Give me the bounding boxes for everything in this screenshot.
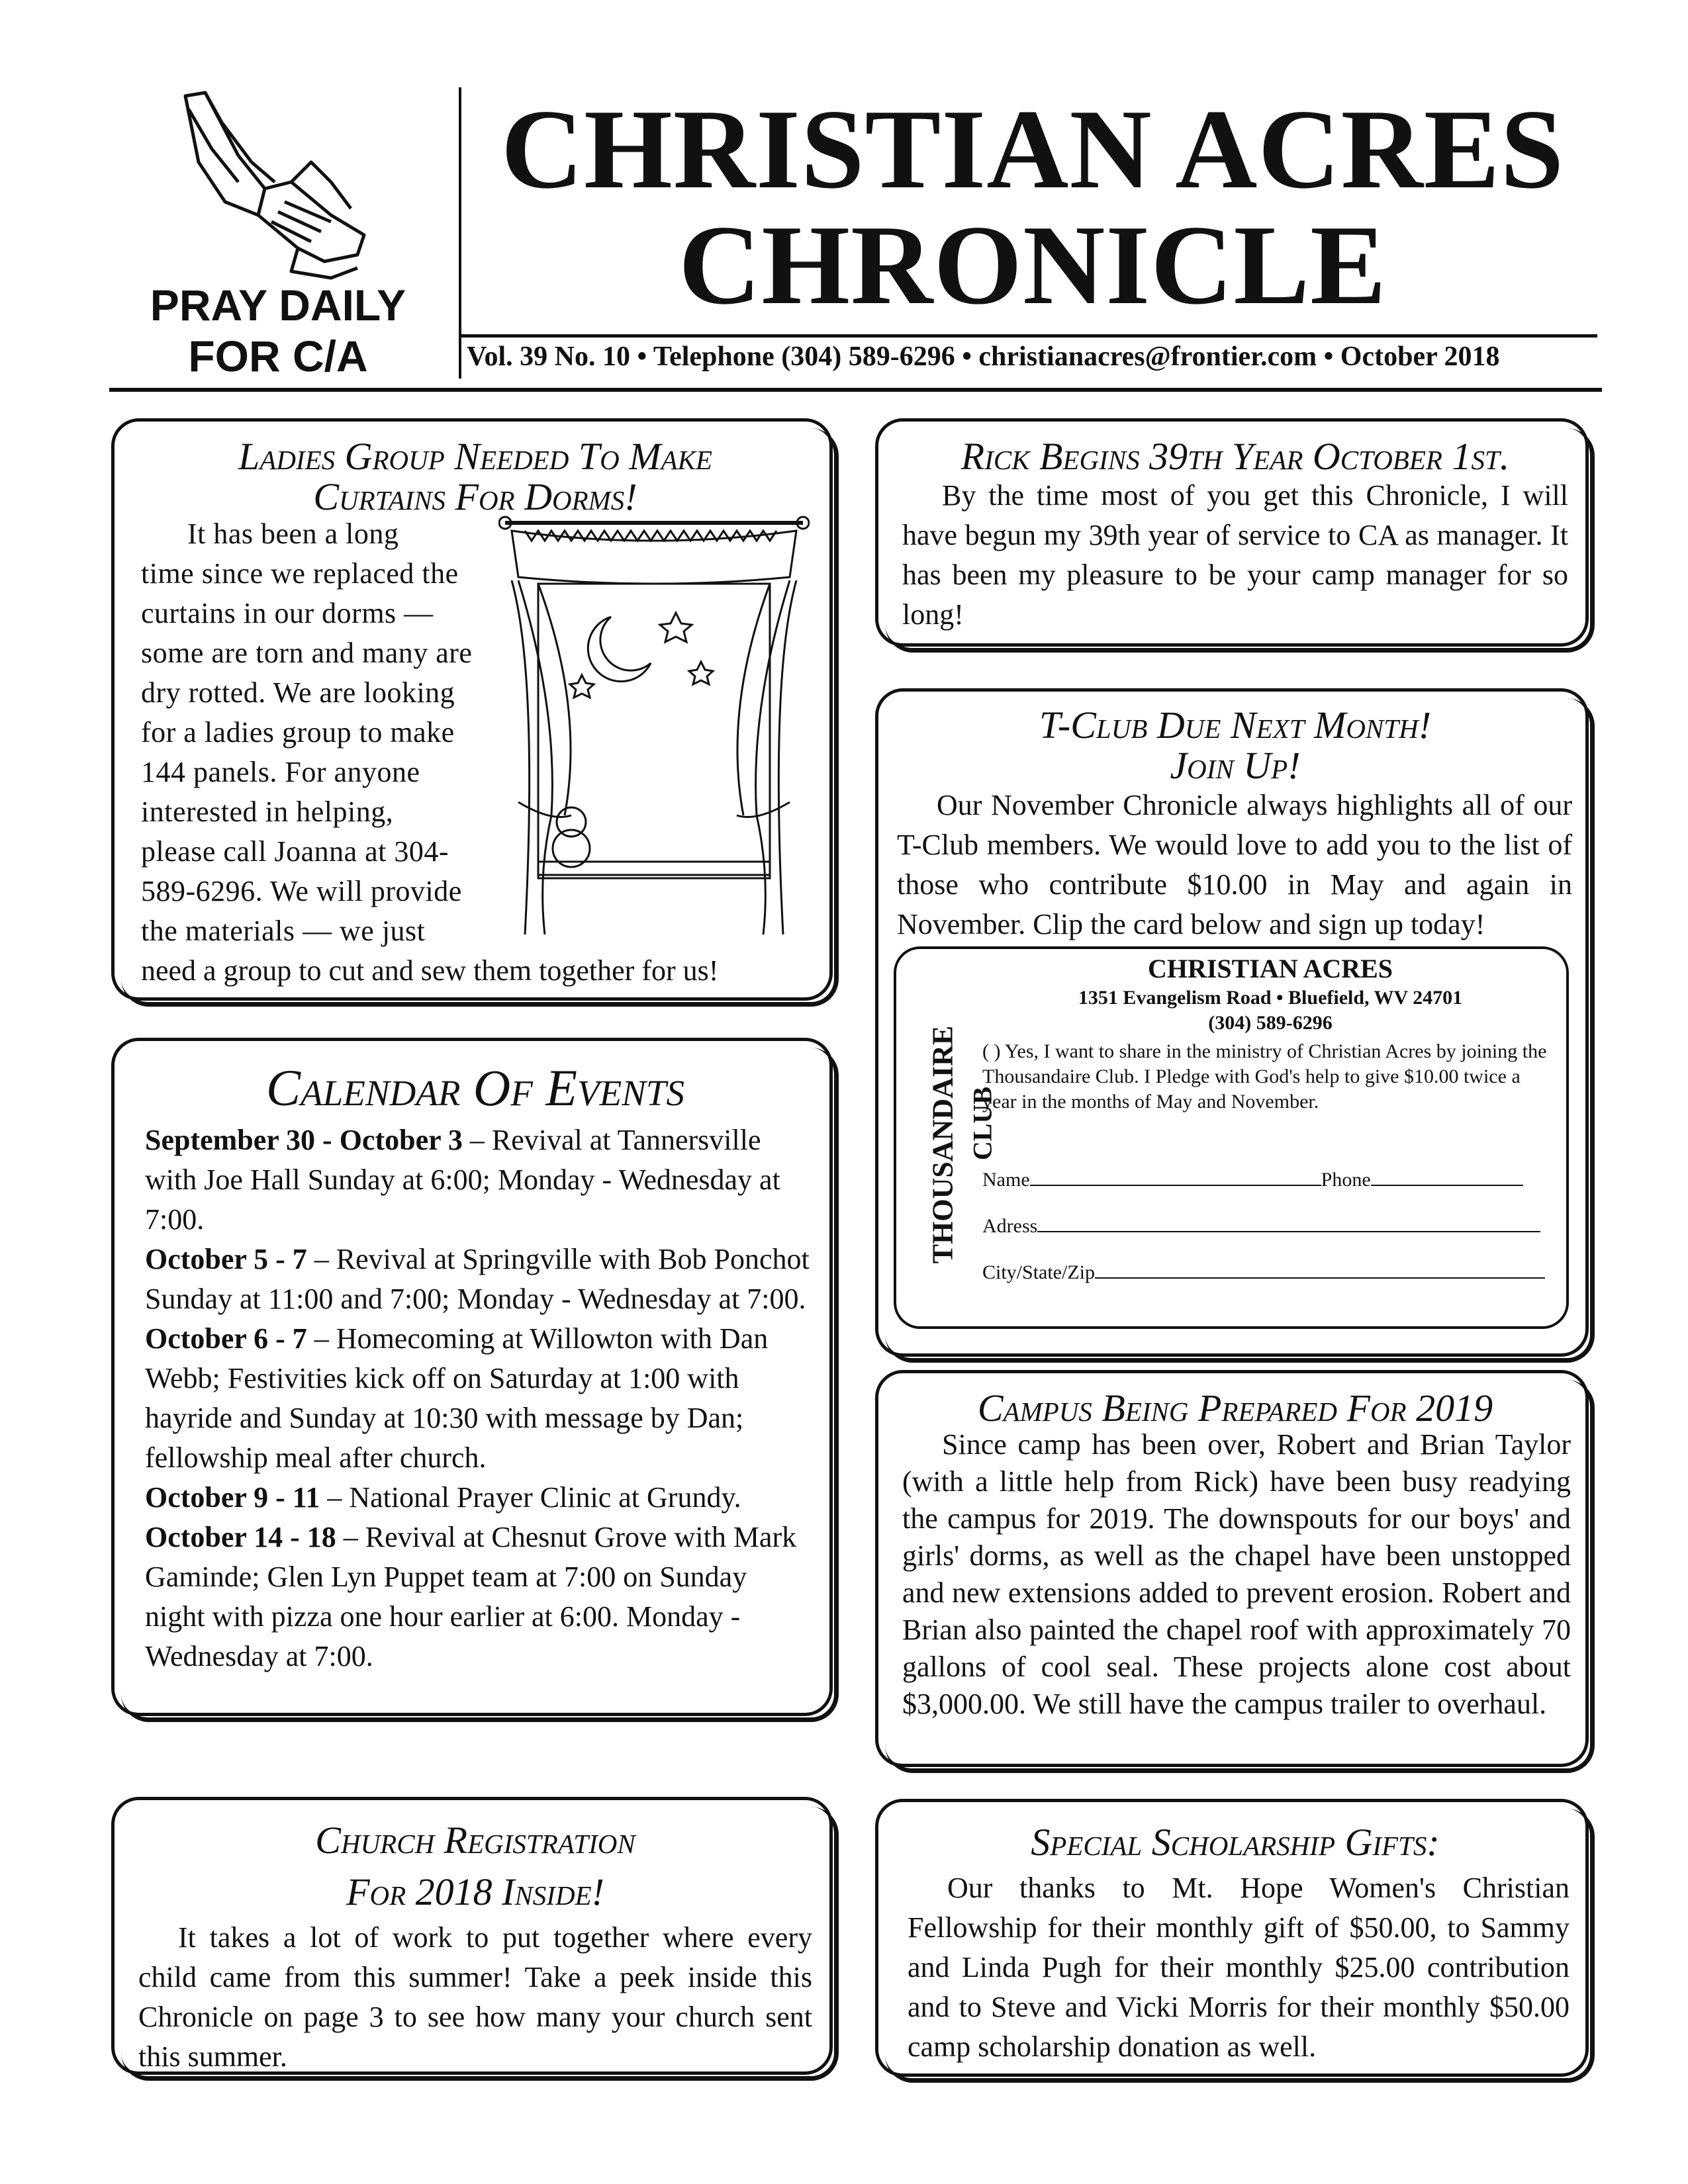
pray-daily-line2: FOR C/A: [188, 332, 368, 381]
tclub-title-line2: Join Up!: [1170, 744, 1301, 788]
event-text: – Revival at Chesnut Grove with Mark Gaminde; Glen Lyn Puppet team at 7:00 on Sunday night with pizza one hour earlier at 6:00. Monday - Wednesday at 7:00.: [145, 1521, 797, 1672]
scholarship-paragraph: Our thanks to Mt. Hope Women's Christian Fellowship for their monthly gift of $50.00, to Sammy and Linda Pugh for their monthly $25.00 contribution and to Steve and Vicki Morris for their monthly $50.00 camp scholarship donation as well.: [908, 1872, 1570, 2063]
curtains-title-line1: Ladies Group Needed To Make: [238, 435, 712, 478]
card-phone: (304) 589-6296: [1208, 1012, 1333, 1034]
curtains-text: [141, 514, 518, 951]
rick-article: [875, 418, 1589, 647]
curtains-line: interested in helping,: [141, 796, 394, 828]
card-phone-field[interactable]: [1371, 1167, 1523, 1186]
tclub-paragraph: Our November Chronicle always highlights all of our T-Club members. We would love to add you to the list of those who contribute $10.00 in May and again in November. Clip the card below and sign up today!: [897, 789, 1572, 940]
event-text: – Revival at Springville with Bob Ponchot Sunday at 11:00 and 7:00; Monday - Wednesday at 7:00.: [145, 1243, 810, 1315]
campus-text: [902, 1426, 1571, 1723]
curtains-line: 144 panels. For anyone: [141, 756, 420, 788]
pray-daily-line1: PRAY DAILY: [150, 281, 406, 330]
event-text: – Homecoming at Willowton with Dan Webb; Festivities kick off on Saturday at 1:00 with hayride and Sunday at 10:30 with message by Dan; fellowship meal after church.: [145, 1322, 769, 1474]
masthead-title-line1: CHRISTIAN ACRES: [500, 87, 1565, 212]
masthead-title-line2: CHRONICLE: [679, 203, 1387, 328]
calendar-event: [145, 1478, 814, 1518]
card-address-field[interactable]: [1037, 1214, 1540, 1232]
card-phone-label: Phone: [1321, 1169, 1371, 1191]
card-name-label: Name: [982, 1169, 1030, 1191]
card-city-label: City/State/Zip: [982, 1261, 1095, 1283]
curtains-line: dry rotted. We are looking: [141, 676, 455, 709]
card-side-line2: CLUB: [967, 1086, 998, 1161]
curtains-line: for a ladies group to make: [141, 716, 455, 749]
curtains-title-line2: Curtains For Dorms!: [313, 475, 637, 519]
window-curtains-illustration: [498, 511, 810, 948]
masthead-bottom-rule: [109, 388, 1602, 392]
curtains-line: curtains in our dorms —: [141, 597, 434, 629]
calendar-event: [145, 1518, 814, 1676]
church-registration-article: [111, 1797, 833, 2075]
issue-info-line: Vol. 39 No. 10 • Telephone (304) 589-6296 • christianacres@frontier.com • October 2018: [467, 341, 1500, 372]
campus-paragraph: Since camp has been over, Robert and Brian Taylor (with a little help from Rick) have been busy readying the campus for 2019. The downspouts for our boys' and girls' dorms, as well as the chapel have been unstopped and new extensions added to prevent erosion. Robert and Brian also painted the chapel roof with approximately 70 gallons of cool seal. These projects alone cost about $3,000.00. We still have the campus trailer to overhaul.: [902, 1428, 1571, 1720]
event-date: October 5 - 7: [145, 1243, 307, 1275]
calendar-event: [145, 1120, 814, 1240]
thousandaire-club-card: [894, 946, 1569, 1329]
curtains-line: the materials — we just: [141, 915, 426, 947]
calendar-title: Calendar Of Events: [266, 1059, 684, 1116]
scholarship-article: [875, 1799, 1589, 2077]
event-text: – National Prayer Clinic at Grundy.: [320, 1481, 741, 1514]
card-pledge: ( ) Yes, I want to share in the ministry of Christian Acres by joining the Thousandaire Club. I Pledge with God's help to give $10.00 twice a year in the months of May and November.: [982, 1040, 1547, 1113]
card-address-row: [982, 1214, 1552, 1238]
scholarship-text: [908, 1868, 1570, 2067]
event-date: October 9 - 11: [145, 1481, 320, 1514]
card-name-field[interactable]: [1030, 1167, 1321, 1186]
tclub-text: [897, 786, 1572, 944]
curtains-last-line: need a group to cut and sew them together for us!: [141, 954, 719, 987]
card-city-row: [982, 1260, 1552, 1285]
campus-article: [875, 1370, 1589, 1767]
church-paragraph: It takes a lot of work to put together where every child came from this summer! Take a peek inside this Chronicle on page 3 to see how many your church sent this summer.: [138, 1921, 812, 2073]
calendar-article: [111, 1038, 833, 1716]
calendar-event: [145, 1319, 814, 1478]
curtains-line: some are torn and many are: [141, 637, 473, 669]
card-address: 1351 Evangelism Road • Bluefield, WV 24701: [1078, 987, 1463, 1009]
masthead-rule: [461, 334, 1597, 338]
card-side-label: [903, 969, 998, 1313]
church-text: [138, 1918, 812, 2077]
event-date: September 30 - October 3: [145, 1124, 463, 1156]
card-org: CHRISTIAN ACRES: [1147, 954, 1393, 983]
card-side-line1: THOUSANDAIRE: [926, 1025, 959, 1264]
calendar-events: [145, 1120, 814, 1676]
campus-title: Campus Being Prepared For 2019: [977, 1387, 1493, 1430]
tclub-title-line1: T-Club Due Next Month!: [1039, 704, 1432, 747]
card-city-field[interactable]: [1095, 1260, 1545, 1279]
rick-paragraph: By the time most of you get this Chronicle, I will have begun my 39th year of service to CA as manager. It has been my pleasure to be your camp manager for so long!: [902, 479, 1568, 631]
event-date: October 14 - 18: [145, 1521, 336, 1553]
card-name-row: [982, 1167, 1552, 1192]
event-text: – Revival at Tannersville with Joe Hall Sunday at 6:00; Monday - Wednesday at 7:00.: [145, 1124, 780, 1236]
scholarship-title: Special Scholarship Gifts:: [1031, 1821, 1440, 1864]
praying-hands-icon: [159, 83, 377, 281]
curtains-line: It has been a long: [187, 518, 399, 550]
curtains-article: [111, 418, 833, 1001]
church-title-line2: For 2018 Inside!: [346, 1870, 604, 1914]
church-title-line1: Church Registration: [315, 1819, 635, 1862]
rick-text: [902, 476, 1568, 635]
curtains-line: please call Joanna at 304-: [141, 835, 449, 868]
curtains-line: time since we replaced the: [141, 557, 459, 590]
event-date: October 6 - 7: [145, 1322, 307, 1355]
curtains-line: 589-6296. We will provide: [141, 875, 462, 907]
calendar-event: [145, 1240, 814, 1319]
rick-title: Rick Begins 39th Year October 1st.: [961, 435, 1510, 478]
card-address-label: Adress: [982, 1215, 1038, 1237]
